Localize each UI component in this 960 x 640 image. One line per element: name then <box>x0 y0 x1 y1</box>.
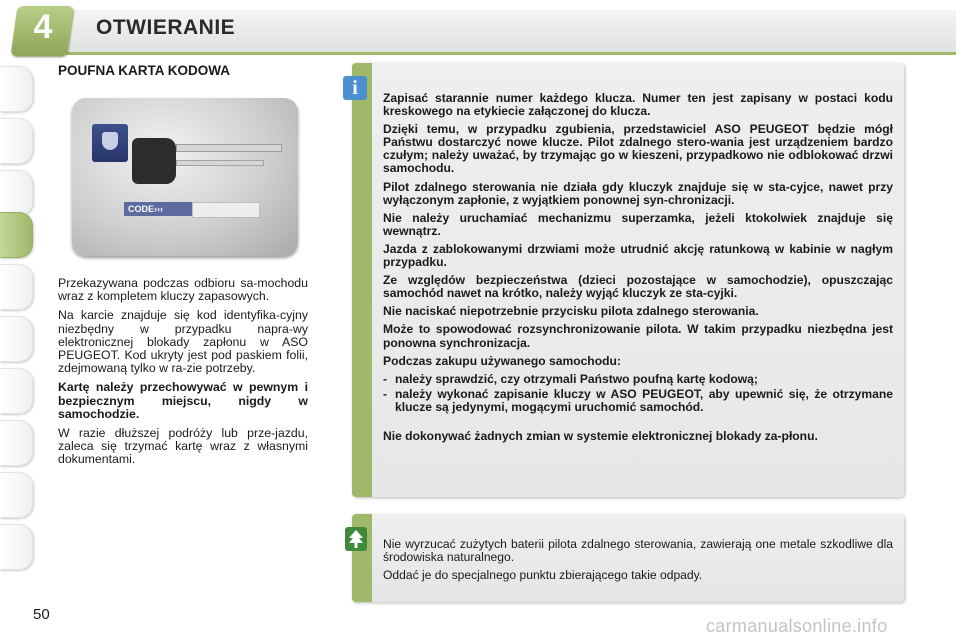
info-paragraph: Nie należy uruchamiać mechanizmu superzamka, jeżeli ktokolwiek znajduje się wewnątrz. <box>383 210 893 238</box>
paragraph: Przekazywana podczas odbioru sa-mochodu wraz z kompletem kluczy zapasowych. <box>58 276 308 304</box>
chapter-tab[interactable] <box>0 316 33 362</box>
section-title: POUFNA KARTA KODOWA <box>58 63 230 78</box>
code-card <box>72 98 298 256</box>
chapter-tab[interactable] <box>0 66 33 112</box>
header-divider <box>66 52 956 55</box>
info-paragraph: Pilot zdalnego sterowania nie działa gdy kluczyk znajduje się w sta-cyjce, nawet przy wyłączonym zapłonie, z wyjątkiem ponownej syn-chronizacji. <box>383 179 893 207</box>
info-paragraph: Nie naciskać niepotrzebnie przycisku pilota zdalnego sterowania. <box>383 304 759 319</box>
key-icon <box>132 138 282 164</box>
code-foil-strip <box>192 202 260 218</box>
watermark: carmanualsonline.info <box>706 616 888 636</box>
chapter-tab[interactable] <box>0 420 33 466</box>
eco-paragraph: Nie wyrzucać zużytych baterii pilota zdalnego sterowania, zawierają one metale szkodliwe dla środowiska naturalnego. <box>383 537 893 565</box>
info-paragraph: Nie dokonywać żadnych zmian w systemie elektronicznej blokady za-płonu. <box>383 428 818 443</box>
info-paragraph: Może to spowodować rozsynchronizowanie pilota. W takim przypadku niezbędna jest ponowna synchronizacja. <box>383 322 893 350</box>
page-number: 50 <box>33 606 50 623</box>
chapter-tab[interactable] <box>0 170 33 216</box>
list-item-text: należy wykonać zapisanie kluczy w ASO PEUGEOT, aby upewnić się, że otrzymane klucze są jedynymi, mogącymi uruchomić samochód. <box>395 386 893 414</box>
info-paragraph: Podczas zakupu używanego samochodu: <box>383 353 621 368</box>
paragraph: Na karcie znajduje się kod identyfika-cyjny niezbędny w przypadku napra-wy elektronicznej blokady zapłonu w ASO PEUGEOT. Kod ukryty jest pod paskiem folii, zdejmowaną tylko w ra-zie potrzeby. <box>58 308 308 376</box>
paragraph: W razie dłuższej podróży lub prze-jazdu, zaleca się trzymać kartę wraz z własnymi dokumentami. <box>58 426 308 467</box>
code-card-illustration <box>72 98 298 258</box>
chapter-number: 4 <box>33 8 53 46</box>
info-paragraph: Jazda z zablokowanymi drzwiami może utrudnić akcję ratunkową w kabinie w nagłym przypadku. <box>383 241 893 270</box>
chapter-tab-active[interactable] <box>0 212 33 258</box>
chapter-tab[interactable] <box>0 368 33 414</box>
eco-paragraph: Oddać je do specjalnego punktu zbierającego takie odpady. <box>383 568 703 583</box>
eco-box-text <box>383 538 893 588</box>
paragraph-bold: Kartę należy przechowywać w pewnym i bezpiecznym miejscu, nigdy w samochodzie. <box>58 380 308 421</box>
chapter-tab[interactable] <box>0 118 33 164</box>
left-body-text <box>58 277 308 473</box>
info-box-accent <box>352 63 372 497</box>
page-title: OTWIERANIE <box>96 16 236 39</box>
tree-icon <box>345 527 367 551</box>
chapter-tab[interactable] <box>0 264 33 310</box>
code-label: CODE››› <box>124 202 192 216</box>
list-item-text: należy sprawdzić, czy otrzymali Państwo poufną kartę kodową; <box>395 371 758 386</box>
list-item: - należy sprawdzić, czy otrzymali Państwo poufną kartę kodową; <box>383 373 893 386</box>
chapter-tab[interactable] <box>0 472 33 518</box>
info-box-text <box>383 92 893 448</box>
info-icon: i <box>343 76 367 100</box>
chapter-tab-strip <box>0 60 34 580</box>
info-paragraph: Zapisać starannie numer każdego klucza. Numer ten jest zapisany w postaci kodu kreskowego na etykiecie załączonej do klucza. <box>383 91 893 119</box>
list-item: - należy wykonać zapisanie kluczy w ASO PEUGEOT, aby upewnić się, że otrzymane klucze są jedynymi, mogącymi uruchomić samochód. <box>383 386 893 414</box>
info-paragraph: Ze względów bezpieczeństwa (dzieci pozostające w samochodzie), opuszczając samochód nawet na krótko, należy wyjąć kluczyk ze sta-cyjki. <box>383 273 893 301</box>
chapter-tab[interactable] <box>0 524 33 570</box>
peugeot-logo-icon <box>92 124 128 162</box>
info-paragraph: Dzięki temu, w przypadku zgubienia, przedstawiciel ASO PEUGEOT będzie mógł Państwu dostarczyć nowe klucze. Pilot zdalnego stero-wania jest urządzeniem bardzo czułym; należy uważać, by trzymając go w kieszeni, przypadkowo nie odblokować drzwi samochodu. <box>383 122 893 176</box>
